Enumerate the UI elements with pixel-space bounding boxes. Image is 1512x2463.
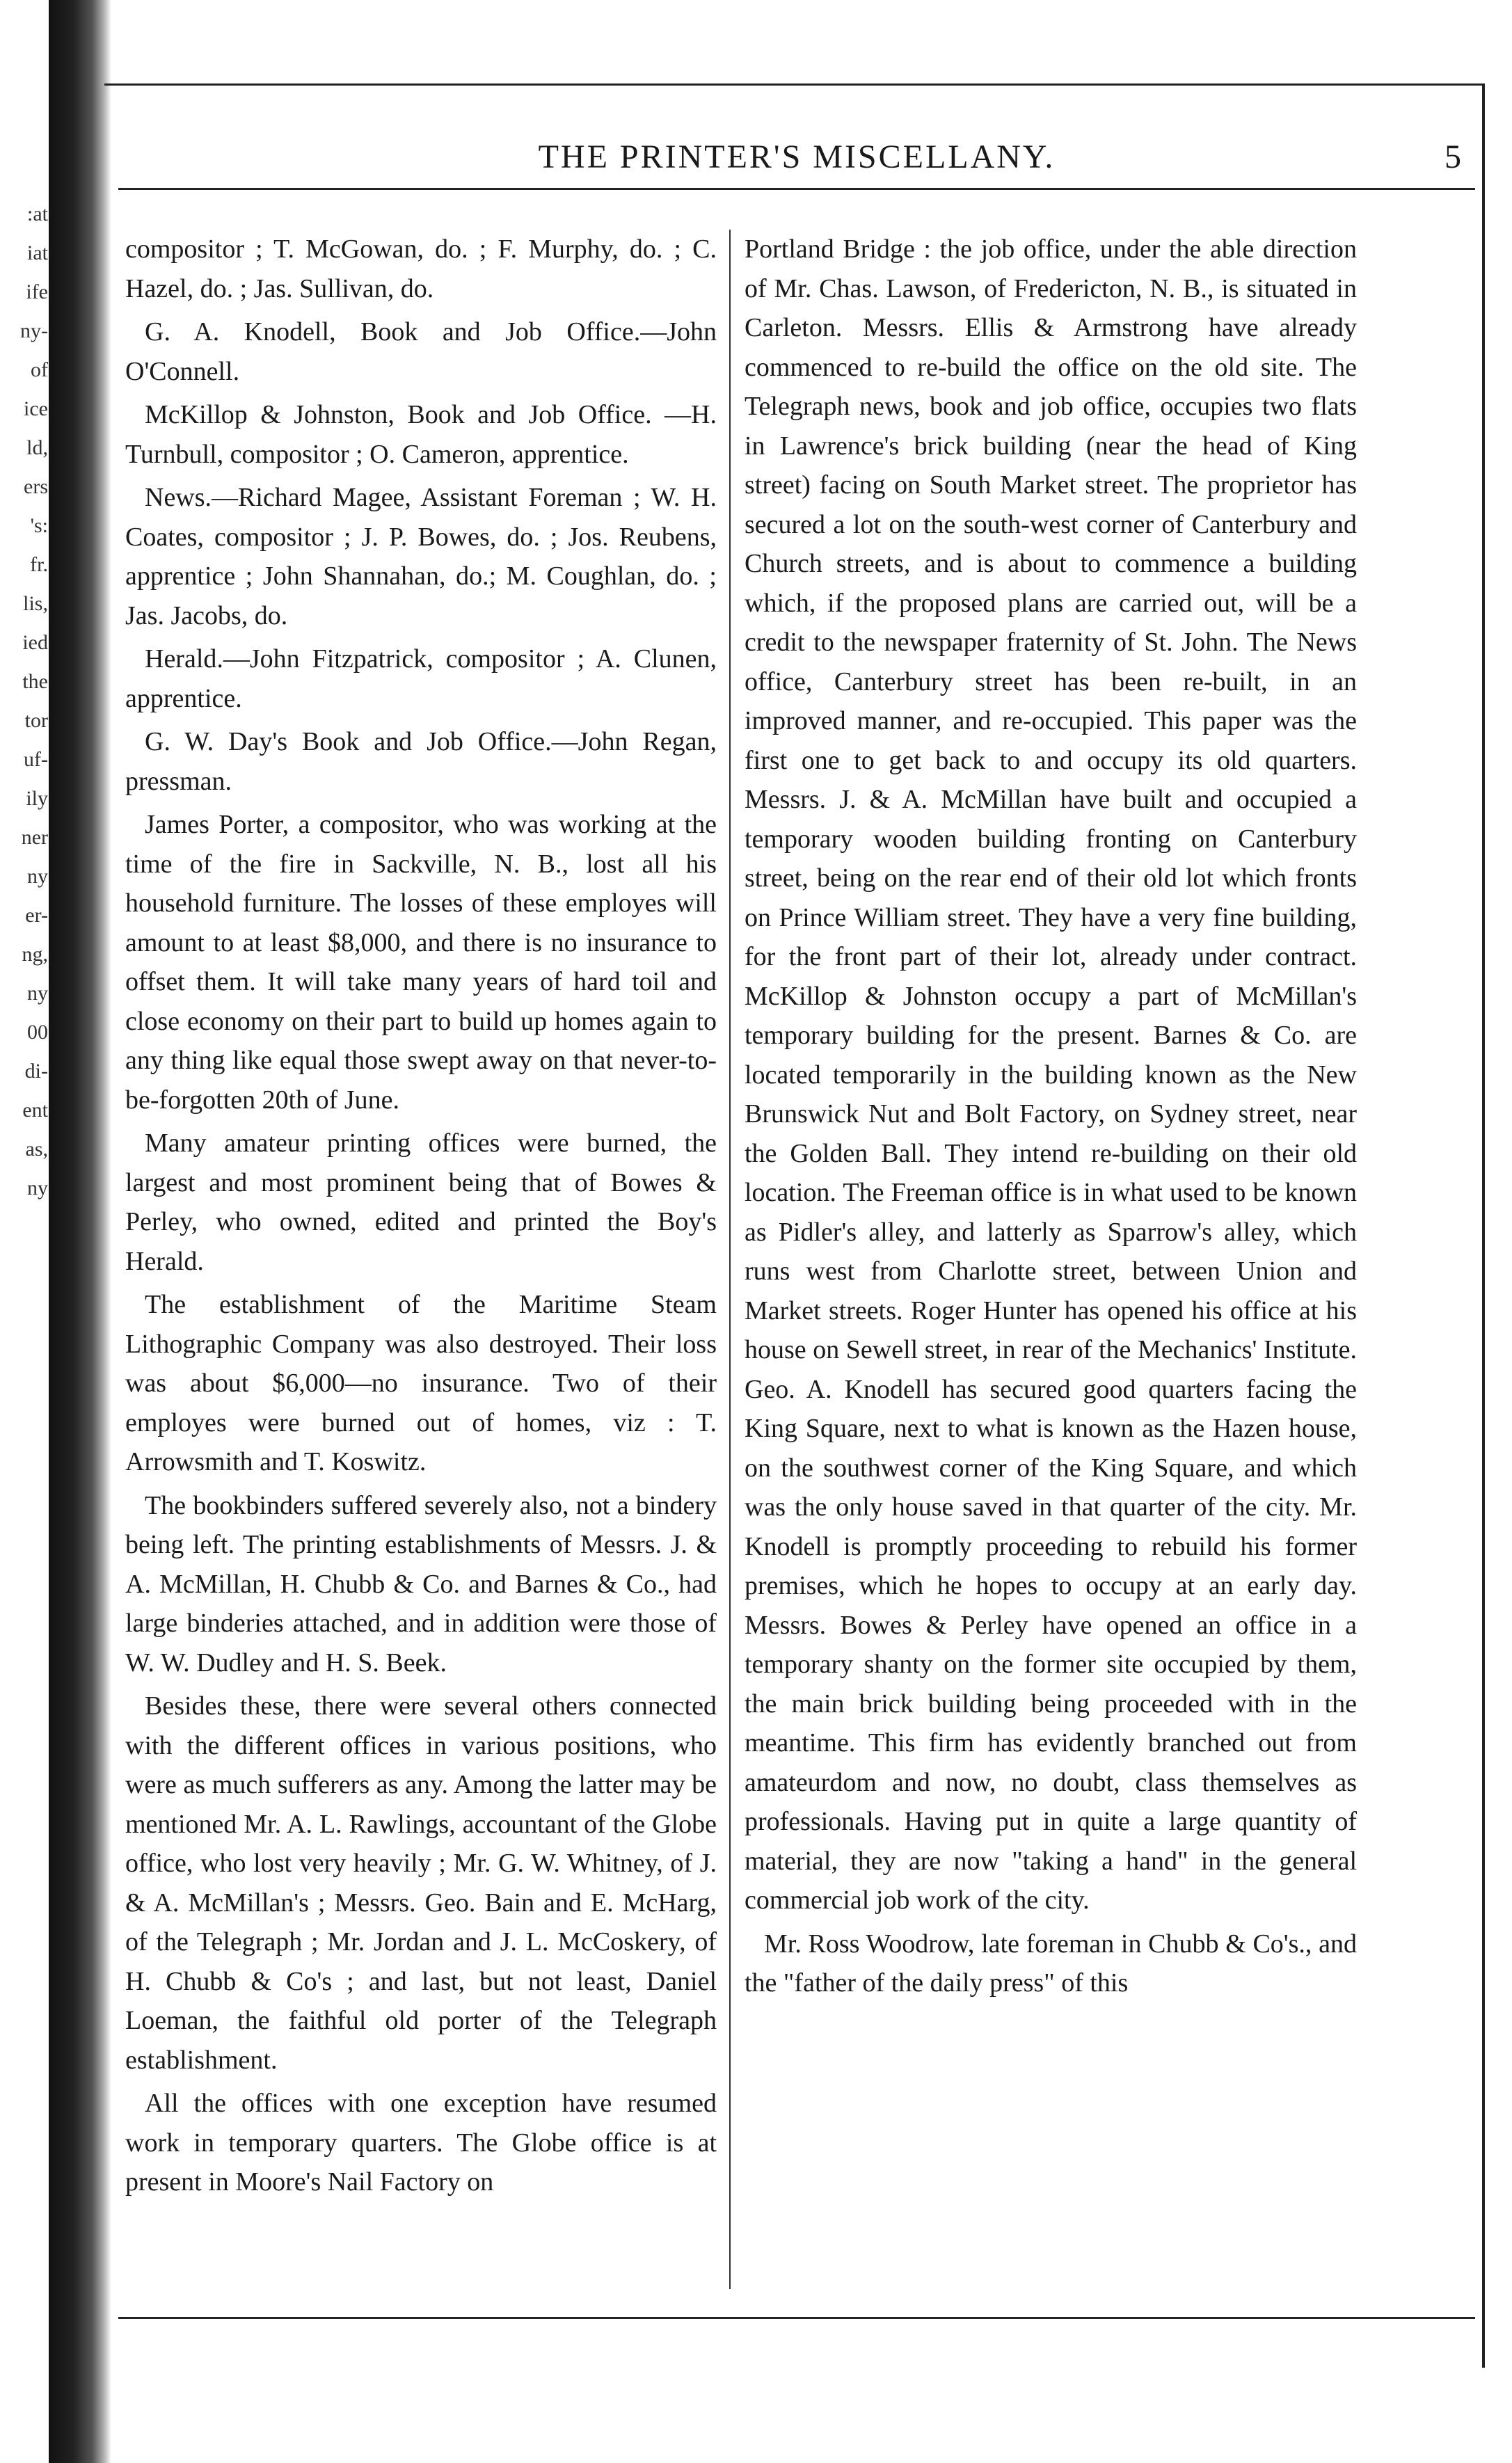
paragraph: Herald.—John Fitzpatrick, compositor ; A. Clunen, apprentice.	[125, 644, 717, 713]
bottom-rule	[118, 2317, 1475, 2319]
fragment-text: :at	[27, 202, 48, 225]
fragment-text: ny-	[20, 319, 48, 342]
paragraph: G. A. Knodell, Book and Job Office.—John O'Connell.	[125, 317, 717, 386]
fragment-text: ld,	[26, 436, 48, 459]
fragment-text: ny	[27, 982, 48, 1005]
column-divider	[729, 230, 731, 2289]
adjacent-page-fragment	[0, 195, 52, 2213]
fragment-text: uf-	[24, 748, 48, 771]
paragraph: All the offices with one exception have resumed work in temporary quarters. The Globe office is at present in Moore's Nail Factory on	[125, 2089, 717, 2197]
paragraph: James Porter, a compositor, who was working at the time of the fire in Sackville, N. B., lost all his household furniture. The losses of these employes will amount to at least $8,000, and there is no insurance to offset them. It will take many years of hard toil and close economy on their part to build up homes again to any thing like equal those swept away on that never-to-be-forgotten 20th of June.	[125, 810, 717, 1115]
fragment-text: ice	[24, 397, 48, 420]
fragment-text: ner	[21, 826, 48, 849]
fragment-text: fr.	[30, 553, 48, 576]
paragraph: Mr. Ross Woodrow, late foreman in Chubb & Co's., and the "father of the daily press" of this	[745, 1929, 1357, 1998]
fragment-text: as,	[25, 1138, 48, 1161]
left-column	[125, 230, 717, 2317]
fragment-text: the	[22, 670, 48, 693]
fragment-text: 00	[27, 1021, 48, 1044]
fragment-text: 's:	[30, 514, 48, 537]
fragment-text: of	[31, 358, 48, 381]
right-column	[745, 230, 1357, 2317]
paragraph: G. W. Day's Book and Job Office.—John Regan, pressman.	[125, 727, 717, 796]
paragraph: News.—Richard Magee, Assistant Foreman ; W. H. Coates, compositor ; J. P. Bowes, do. ; Jos. Reubens, apprentice ; John Shannahan, do.; M. Coughlan, do. ; Jas. Jacobs, do.	[125, 483, 717, 630]
paragraph: The bookbinders suffered severely also, not a bindery being left. The printing establishments of Messrs. J. & A. McMillan, H. Chubb & Co. and Barnes & Co., had large binderies attached, and in addition were those of W. W. Dudley and H. S. Beek.	[125, 1490, 717, 1677]
paragraph: compositor ; T. McGowan, do. ; F. Murphy, do. ; C. Hazel, do. ; Jas. Sullivan, do.	[125, 234, 717, 303]
fragment-text: iat	[27, 241, 48, 264]
fragment-text: di-	[24, 1060, 48, 1083]
fragment-text: ng,	[22, 943, 48, 966]
fragment-text: ny	[27, 865, 48, 888]
page-number: 5	[1445, 138, 1461, 175]
running-title: THE PRINTER'S MISCELLANY.	[538, 138, 1056, 175]
paragraph: McKillop & Johnston, Book and Job Office. —H. Turnbull, compositor ; O. Cameron, apprentice.	[125, 400, 717, 469]
paragraph: Besides these, there were several others connected with the different offices in various positions, who were as much sufferers as any. Among the latter may be mentioned Mr. A. L. Rawlings, accountant of the Globe office, who lost very heavily ; Mr. G. W. Whitney, of J. & A. McMillan's ; Messrs. Geo. Bain and E. McHarg, of the Telegraph ; Mr. Jordan and J. L. McCoskery, of H. Chubb & Co's ; and last, but not least, Daniel Loeman, the faithful old porter of the Telegraph establishment.	[125, 1691, 717, 2075]
paragraph: Many amateur printing offices were burned, the largest and most prominent being that of Bowes & Perley, who owned, edited and printed the Boy's Herald.	[125, 1129, 717, 1276]
page-header	[118, 132, 1475, 190]
fragment-text: ife	[26, 280, 48, 303]
fragment-text: ied	[22, 631, 48, 654]
paragraph: The establishment of the Maritime Steam Lithographic Company was also destroyed. Their loss was about $6,000—no insurance. Two of their employes were burned out of homes, viz : T. Arrowsmith and T. Koswitz.	[125, 1290, 717, 1476]
fragment-text: er-	[25, 904, 48, 927]
fragment-text: ily	[26, 787, 48, 810]
paragraph: Portland Bridge : the job office, under the able direction of Mr. Chas. Lawson, of Fredericton, N. B., is situated in Carleton. Messrs. Ellis & Armstrong have already commenced to re-build the office on the old site. The Telegraph news, book and job office, occupies two flats in Lawrence's brick building (near the head of King street) facing on South Market street. The proprietor has secured a lot on the south-west corner of Canterbury and Church streets, and is about to commence a building which, if the proposed plans are carried out, will be a credit to the newspaper fraternity of St. John. The News office, Canterbury street has been re-built, in an improved manner, and re-occupied. This paper was the first one to get back to and occupy its old quarters. Messrs. J. & A. McMillan have built and occupied a temporary wooden building fronting on Canterbury street, being on the rear end of their old lot which fronts on Prince William street. They have a very fine building, for the front part of their lot, already under contract. McKillop & Johnston occupy a part of McMillan's temporary building for the present. Barnes & Co. are located temporarily in the building known as the New Brunswick Nut and Bolt Factory, on Sydney street, near the Golden Ball. They intend re-building on their old location. The Freeman office is in what used to be known as Pidler's alley, and latterly as Sparrow's alley, which runs west from Charlotte street, between Union and Market streets. Roger Hunter has opened his office at his house on Sewell street, in rear of the Mechanics' Institute. Geo. A. Knodell has secured good quarters facing the King Square, next to what is known as the Hazen house, on the southwest corner of the King Square, and which was the only house saved in that quarter of the city. Mr. Knodell is promptly proceeding to rebuild his former premises, which he hopes to occupy at an early day. Messrs. Bowes & Perley have opened an office in a temporary shanty on the former site occupied by them, the main brick building being proceeded with in the meantime. This firm has evidently branched out from amateurdom and now, no doubt, class themselves as professionals. Having put in quite a large quantity of material, they are now "taking a hand" in the general commercial job work of the city.	[745, 234, 1357, 1915]
fragment-text: ny	[27, 1177, 48, 1199]
fragment-text: lis,	[23, 592, 48, 615]
page-binding-shadow	[49, 0, 111, 2463]
fragment-text: tor	[24, 709, 48, 732]
fragment-text: ent	[22, 1099, 48, 1122]
fragment-text: ers	[24, 475, 48, 498]
